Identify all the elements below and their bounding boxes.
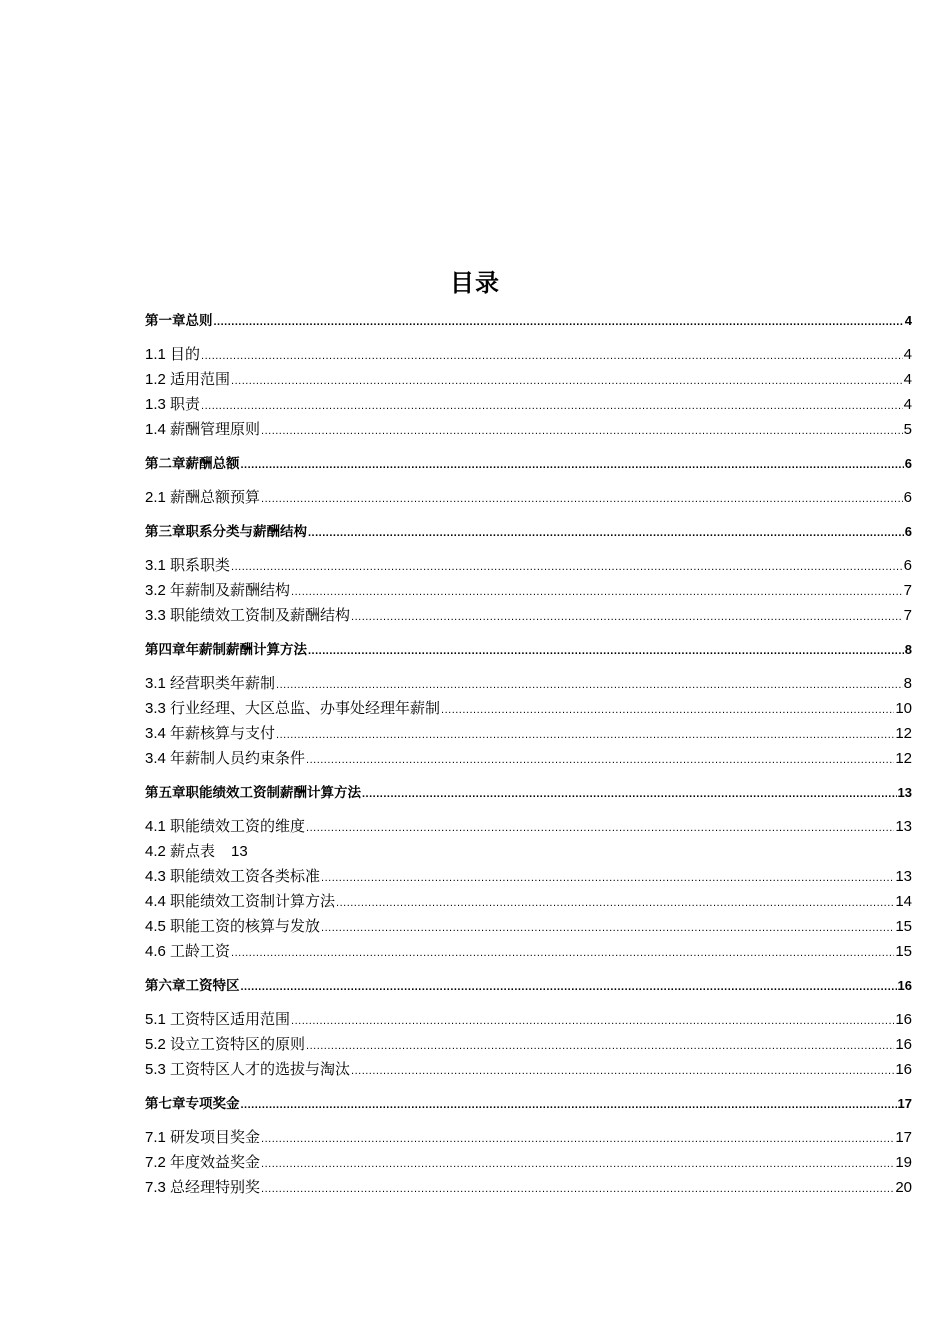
toc-dot-leader [291, 1009, 894, 1034]
toc-section-entry[interactable] [145, 485, 912, 510]
toc-section-entry[interactable] [145, 553, 912, 578]
page-title: 目录 [450, 269, 500, 297]
toc-section-entry[interactable] [145, 603, 912, 628]
toc-entry-label: 第三章职系分类与薪酬结构 [145, 524, 307, 539]
toc-section-entry[interactable] [145, 392, 912, 417]
toc-dot-leader [308, 639, 904, 664]
toc-section-entry[interactable] [145, 1032, 912, 1057]
toc-entry-page-number: 16 [895, 1061, 912, 1078]
toc-entry-page-number: 5 [903, 421, 912, 438]
toc-chapter-entry[interactable] [145, 637, 912, 662]
toc-dot-leader [241, 453, 904, 478]
toc-entry-label: 4.5 职能工资的核算与发放 [145, 918, 321, 935]
toc-entry-label: 第六章工资特区 [145, 978, 240, 993]
toc-dot-leader [261, 1152, 894, 1177]
toc-section-entry[interactable] [145, 671, 912, 696]
toc-entry-label: 1.2 适用范围 [145, 371, 231, 388]
toc-dot-leader [351, 1059, 894, 1084]
toc-dot-leader [201, 344, 903, 369]
toc-entry-label: 1.1 目的 [145, 346, 201, 363]
toc-dot-leader [441, 698, 894, 723]
toc-entry-page-number: 15 [895, 918, 912, 935]
toc-entry-label: 2.1 薪酬总额预算 [145, 489, 261, 506]
toc-entry-label: 4.1 职能绩效工资的维度 [145, 818, 306, 835]
toc-dot-leader [241, 1093, 897, 1118]
toc-entry-label: 1.4 薪酬管理原则 [145, 421, 261, 438]
toc-section-entry[interactable] [145, 814, 912, 839]
toc-chapter-entry[interactable] [145, 1091, 912, 1116]
toc-entry-label: 1.3 职责 [145, 396, 201, 413]
toc-dot-leader [231, 555, 903, 580]
toc-dot-leader [276, 673, 903, 698]
toc-entry-page-number: 20 [895, 1179, 912, 1196]
toc-entry-page-number: 6 [904, 456, 912, 471]
toc-section-entry[interactable] [145, 1007, 912, 1032]
toc-entry-label: 7.3 总经理特别奖 [145, 1179, 261, 1196]
toc-section-entry[interactable] [145, 889, 912, 914]
toc-dot-leader [261, 419, 903, 444]
toc-entry-label: 5.2 设立工资特区的原则 [145, 1036, 306, 1053]
toc-dot-leader [231, 941, 894, 966]
toc-entry-page-number: 13 [895, 868, 912, 885]
toc-dot-leader [321, 916, 894, 941]
toc-entry-page-number: 17 [895, 1129, 912, 1146]
toc-entry-label: 3.4 年薪制人员约束条件 [145, 750, 306, 767]
toc-entry-label: 7.2 年度效益奖金 [145, 1154, 261, 1171]
toc-entry-page-number: 4 [903, 346, 912, 363]
toc-section-entry[interactable] [145, 578, 912, 603]
toc-entry-page-number: 15 [895, 943, 912, 960]
toc-dot-leader [351, 605, 903, 630]
toc-dot-leader [306, 748, 894, 773]
toc-entry-page-number: 12 [895, 725, 912, 742]
toc-entry-page-number: 14 [895, 893, 912, 910]
toc-entry-page-number: 16 [897, 978, 912, 993]
toc-dot-leader [261, 487, 903, 512]
toc-section-entry[interactable] [145, 839, 912, 864]
toc-entry-label: 3.3 职能绩效工资制及薪酬结构 [145, 607, 351, 624]
table-of-contents [145, 308, 912, 1209]
toc-entry-page-number: 7 [903, 607, 912, 624]
toc-entry-label: 5.3 工资特区人才的选拔与淘汰 [145, 1061, 351, 1078]
toc-section-entry[interactable] [145, 417, 912, 442]
toc-entry-label: 4.3 职能绩效工资各类标准 [145, 868, 321, 885]
toc-entry-label: 7.1 研发项目奖金 [145, 1129, 261, 1146]
toc-section-entry[interactable] [145, 939, 912, 964]
toc-dot-leader [214, 310, 904, 335]
toc-entry-label: 3.1 经营职类年薪制 [145, 675, 276, 692]
toc-entry-page-number: 13 [231, 843, 248, 860]
toc-entry-page-number: 16 [895, 1036, 912, 1053]
toc-section-entry[interactable] [145, 1175, 912, 1200]
toc-section-entry[interactable] [145, 746, 912, 771]
toc-dot-leader [231, 369, 903, 394]
toc-entry-label: 3.1 职系职类 [145, 557, 231, 574]
toc-section-entry[interactable] [145, 1057, 912, 1082]
toc-dot-leader [321, 866, 894, 891]
toc-dot-leader [308, 521, 904, 546]
toc-chapter-entry[interactable] [145, 973, 912, 998]
toc-entry-page-number: 4 [903, 371, 912, 388]
toc-entry-page-number: 19 [895, 1154, 912, 1171]
toc-entry-label: 第二章薪酬总额 [145, 456, 240, 471]
toc-entry-page-number: 17 [897, 1096, 912, 1111]
toc-entry-page-number: 10 [895, 700, 912, 717]
toc-section-entry[interactable] [145, 367, 912, 392]
toc-chapter-entry[interactable] [145, 451, 912, 476]
toc-entry-page-number: 7 [903, 582, 912, 599]
toc-entry-page-number: 4 [903, 396, 912, 413]
toc-dot-leader [362, 782, 897, 807]
toc-entry-label: 5.1 工资特区适用范围 [145, 1011, 291, 1028]
toc-entry-label: 4.6 工龄工资 [145, 943, 231, 960]
toc-entry-label: 4.2 薪点表 [145, 843, 216, 860]
toc-dot-leader [291, 580, 903, 605]
toc-section-entry[interactable] [145, 1150, 912, 1175]
toc-entry-page-number: 6 [903, 489, 912, 506]
toc-dot-leader [261, 1127, 894, 1152]
toc-entry-page-number: 13 [897, 785, 912, 800]
toc-dot-leader [276, 723, 894, 748]
toc-entry-page-number: 6 [904, 524, 912, 539]
toc-dot-leader [336, 891, 894, 916]
toc-dot-leader [306, 816, 894, 841]
toc-section-entry[interactable] [145, 721, 912, 746]
toc-dot-leader [241, 975, 897, 1000]
toc-entry-label: 4.4 职能绩效工资制计算方法 [145, 893, 336, 910]
toc-entry-label: 3.2 年薪制及薪酬结构 [145, 582, 291, 599]
toc-section-entry[interactable] [145, 1125, 912, 1150]
toc-entry-label: 第四章年薪制薪酬计算方法 [145, 642, 307, 657]
toc-section-entry[interactable] [145, 342, 912, 367]
toc-entry-page-number: 8 [904, 642, 912, 657]
toc-chapter-entry[interactable] [145, 308, 912, 333]
toc-entry-label: 3.3 行业经理、大区总监、办事处经理年薪制 [145, 700, 441, 717]
toc-entry-page-number: 8 [903, 675, 912, 692]
toc-entry-page-number: 4 [904, 313, 912, 328]
toc-chapter-entry[interactable] [145, 519, 912, 544]
toc-entry-page-number: 12 [895, 750, 912, 767]
toc-entry-page-number: 16 [895, 1011, 912, 1028]
toc-entry-label: 第五章职能绩效工资制薪酬计算方法 [145, 785, 361, 800]
toc-dot-leader [306, 1034, 894, 1059]
toc-entry-label: 第一章总则 [145, 313, 213, 328]
toc-entry-page-number: 13 [895, 818, 912, 835]
toc-section-entry[interactable] [145, 696, 912, 721]
toc-entry-label: 3.4 年薪核算与支付 [145, 725, 276, 742]
toc-dot-leader [261, 1177, 894, 1202]
toc-entry-page-number: 6 [903, 557, 912, 574]
toc-dot-leader [201, 394, 903, 419]
toc-entry-label: 第七章专项奖金 [145, 1096, 240, 1111]
toc-section-entry[interactable] [145, 864, 912, 889]
toc-section-entry[interactable] [145, 914, 912, 939]
toc-chapter-entry[interactable] [145, 780, 912, 805]
